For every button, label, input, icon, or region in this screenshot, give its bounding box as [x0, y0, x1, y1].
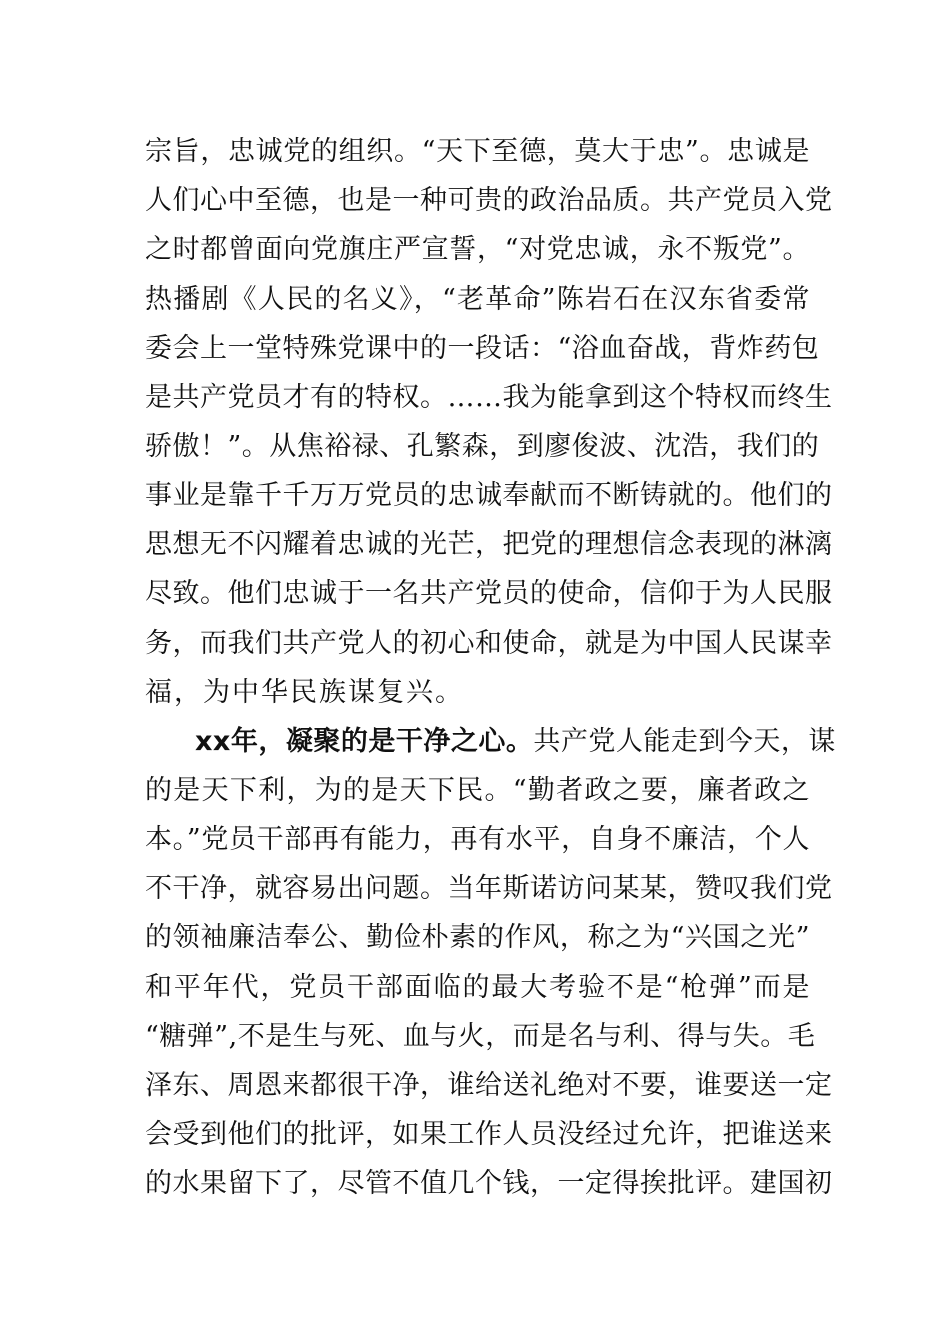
- paragraph-line: 会受到他们的批评，如果工作人员没经过允许，把谁送来: [145, 1119, 833, 1150]
- paragraph-line: 务，而我们共产党人的初心和使命，就是为中国人民谋幸: [145, 628, 833, 659]
- paragraph-line: 不干净，就容易出问题。当年斯诺访问某某，赞叹我们党: [145, 873, 833, 904]
- paragraph-line: 的是天下利，为的是天下民。“勤者政之要，廉者政之: [145, 775, 810, 806]
- paragraph-line: 本。”党员干部再有能力，再有水平，自身不廉洁，个人: [145, 824, 810, 855]
- paragraph-line: 是共产党员才有的特权。……我为能拿到这个特权而终生: [145, 382, 833, 413]
- paragraph-line: 之时都曾面向党旗庄严宣誓，“对党忠诚，永不叛党”。: [145, 234, 810, 265]
- paragraph-line: 的领袖廉洁奉公、勤俭朴素的作风，称之为“兴国之光”: [145, 922, 810, 953]
- paragraph-line: 和平年代，党员干部面临的最大考验不是“枪弹”而是: [145, 972, 810, 1003]
- paragraph-lead-heading: xx年，凝聚的是干净之心。: [195, 726, 534, 757]
- paragraph-line: 热播剧《人民的名义》，“老革命”陈岩石在汉东省委常: [145, 284, 810, 315]
- paragraph-line: 思想无不闪耀着忠诚的光芒，把党的理想信念表现的淋漓: [145, 529, 833, 560]
- paragraph-line: 福，为中华民族谋复兴。: [145, 677, 464, 708]
- paragraph-line: 骄傲！”。从焦裕禄、孔繁森，到廖俊波、沈浩，我们的: [145, 431, 820, 462]
- paragraph-line: “糖弹”,不是生与死、血与火，而是名与利、得与失。毛: [145, 1021, 816, 1052]
- paragraph-line: 尽致。他们忠诚于一名共产党员的使命，信仰于为人民服: [145, 578, 833, 609]
- paragraph-line: 宗旨，忠诚党的组织。“天下至德，莫大于忠”。忠诚是: [145, 136, 810, 167]
- paragraph-line-text: 共产党人能走到今天，谋: [533, 726, 836, 757]
- paragraph-line: 泽东、周恩来都很干净，谁给送礼绝对不要，谁要送一定: [145, 1070, 833, 1101]
- paragraph-line: 事业是靠千千万万党员的忠诚奉献而不断铸就的。他们的: [145, 480, 833, 511]
- paragraph-line: 人们心中至德，也是一种可贵的政治品质。共产党员入党: [145, 185, 833, 216]
- paragraph-line: 的水果留下了，尽管不值几个钱，一定得挨批评。建国初: [145, 1168, 833, 1199]
- paragraph-line: 委会上一堂特殊党课中的一段话：“浴血奋战，背炸药包: [145, 333, 820, 364]
- paragraph-first-line: [195, 722, 836, 762]
